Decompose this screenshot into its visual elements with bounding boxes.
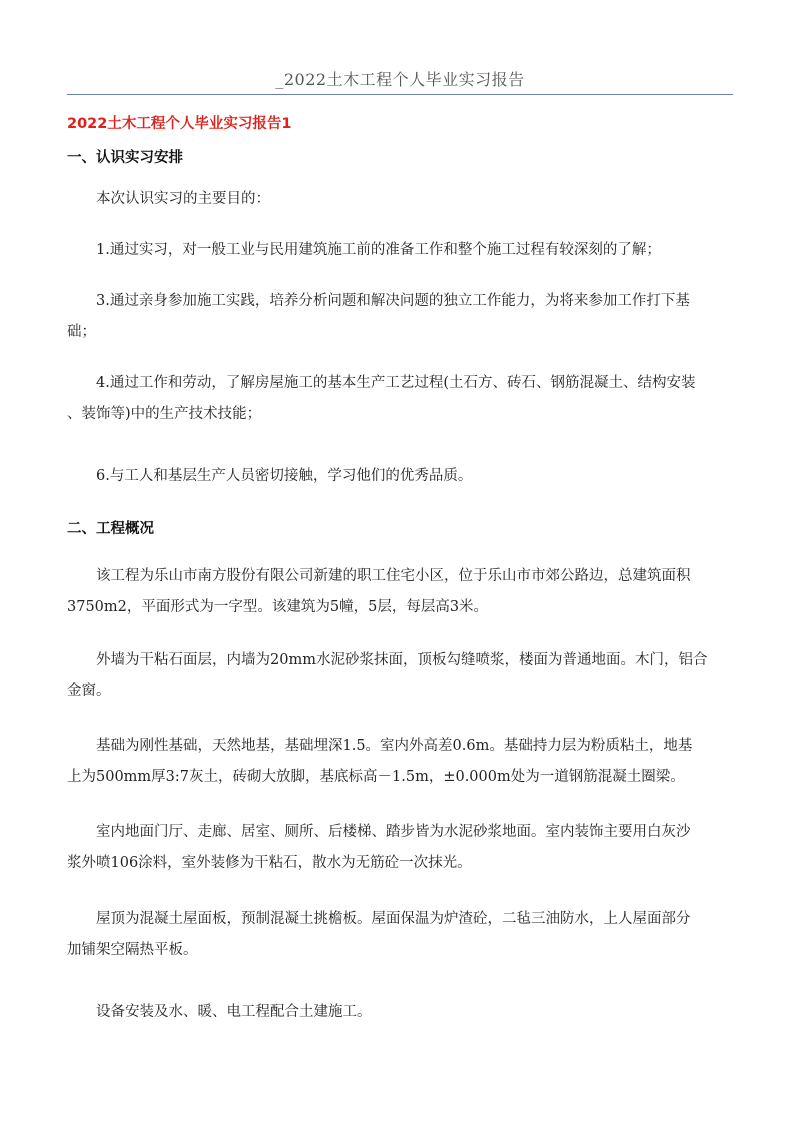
- paragraph-line: 3.通过亲身参加施工实践，培养分析问题和解决问题的独立工作能力，为将来参加工作打下基: [96, 293, 690, 309]
- paragraph-overview-5: [67, 904, 733, 966]
- paragraph-overview-1: [67, 561, 733, 623]
- paragraph-line: 基础为刚性基础，天然地基，基础埋深1.5。室内外高差0.6m。基础持力层为粉质粘土，地基: [96, 738, 693, 754]
- paragraph-item-4: [67, 368, 733, 430]
- paragraph-item-3: [67, 286, 733, 348]
- paragraph-line: 室内地面门厅、走廊、居室、厕所、后楼梯、踏步皆为水泥砂浆地面。室内装饰主要用白灰沙: [96, 824, 691, 840]
- paragraph-line: 金窗。: [67, 683, 111, 699]
- paragraph-line: 、装饰等)中的生产技术技能；: [67, 406, 262, 422]
- paragraph-line: 浆外喷106涂料，室外装修为干粘石，散水为无筋砼一次抹光。: [67, 855, 472, 871]
- paragraph-line: 屋顶为混凝土屋面板，预制混凝土挑檐板。屋面保温为炉渣砼，二毡三油防水，上人屋面部分: [96, 911, 691, 927]
- header-rule: [67, 94, 733, 95]
- section-heading-overview: 二、工程概况: [67, 521, 154, 537]
- paragraph-intro: [67, 184, 733, 215]
- paragraph-line: 上为500mm厚3:7灰土，砖砌大放脚，基底标高－1.5m，±0.000m处为一道钢筋混凝土圈梁。: [67, 769, 685, 785]
- paragraph-line: 加铺架空隔热平板。: [67, 942, 198, 958]
- document-title: 2022土木工程个人毕业实习报告1: [67, 116, 292, 132]
- paragraph-line: 6.与工人和基层生产人员密切接触，学习他们的优秀品质。: [96, 468, 473, 484]
- paragraph-line: 4.通过工作和劳动，了解房屋施工的基本生产工艺过程(土石方、砖石、钢筋混凝土、结构安装: [96, 375, 696, 391]
- paragraph-overview-4: [67, 817, 733, 879]
- paragraph-overview-6: [67, 997, 733, 1028]
- paragraph-line: 3750m2，平面形式为一字型。该建筑为5幢，5层，每层高3米。: [67, 599, 489, 615]
- paragraph-item-1: [67, 235, 733, 266]
- header-title: _2022土木工程个人毕业实习报告: [275, 70, 525, 89]
- paragraph-line: 1.通过实习，对一般工业与民用建筑施工前的准备工作和整个施工过程有较深刻的了解；: [96, 242, 661, 258]
- paragraph-line: 外墙为干粘石面层，内墙为20mm水泥砂浆抹面，顶板勾缝喷浆，楼面为普通地面。木门，铝合: [96, 652, 708, 668]
- paragraph-overview-2: [67, 645, 733, 707]
- paragraph-line: 础；: [67, 324, 96, 340]
- paragraph-overview-3: [67, 731, 733, 793]
- paragraph-line: 该工程为乐山市南方股份有限公司新建的职工住宅小区，位于乐山市市郊公路边，总建筑面积: [96, 568, 691, 584]
- paragraph-line: 设备安装及水、暖、电工程配合土建施工。: [96, 1004, 372, 1020]
- paragraph-item-6: [67, 461, 733, 492]
- section-heading-arrangement: 一、认识实习安排: [67, 150, 183, 166]
- paragraph-line: 本次认识实习的主要目的：: [96, 191, 270, 207]
